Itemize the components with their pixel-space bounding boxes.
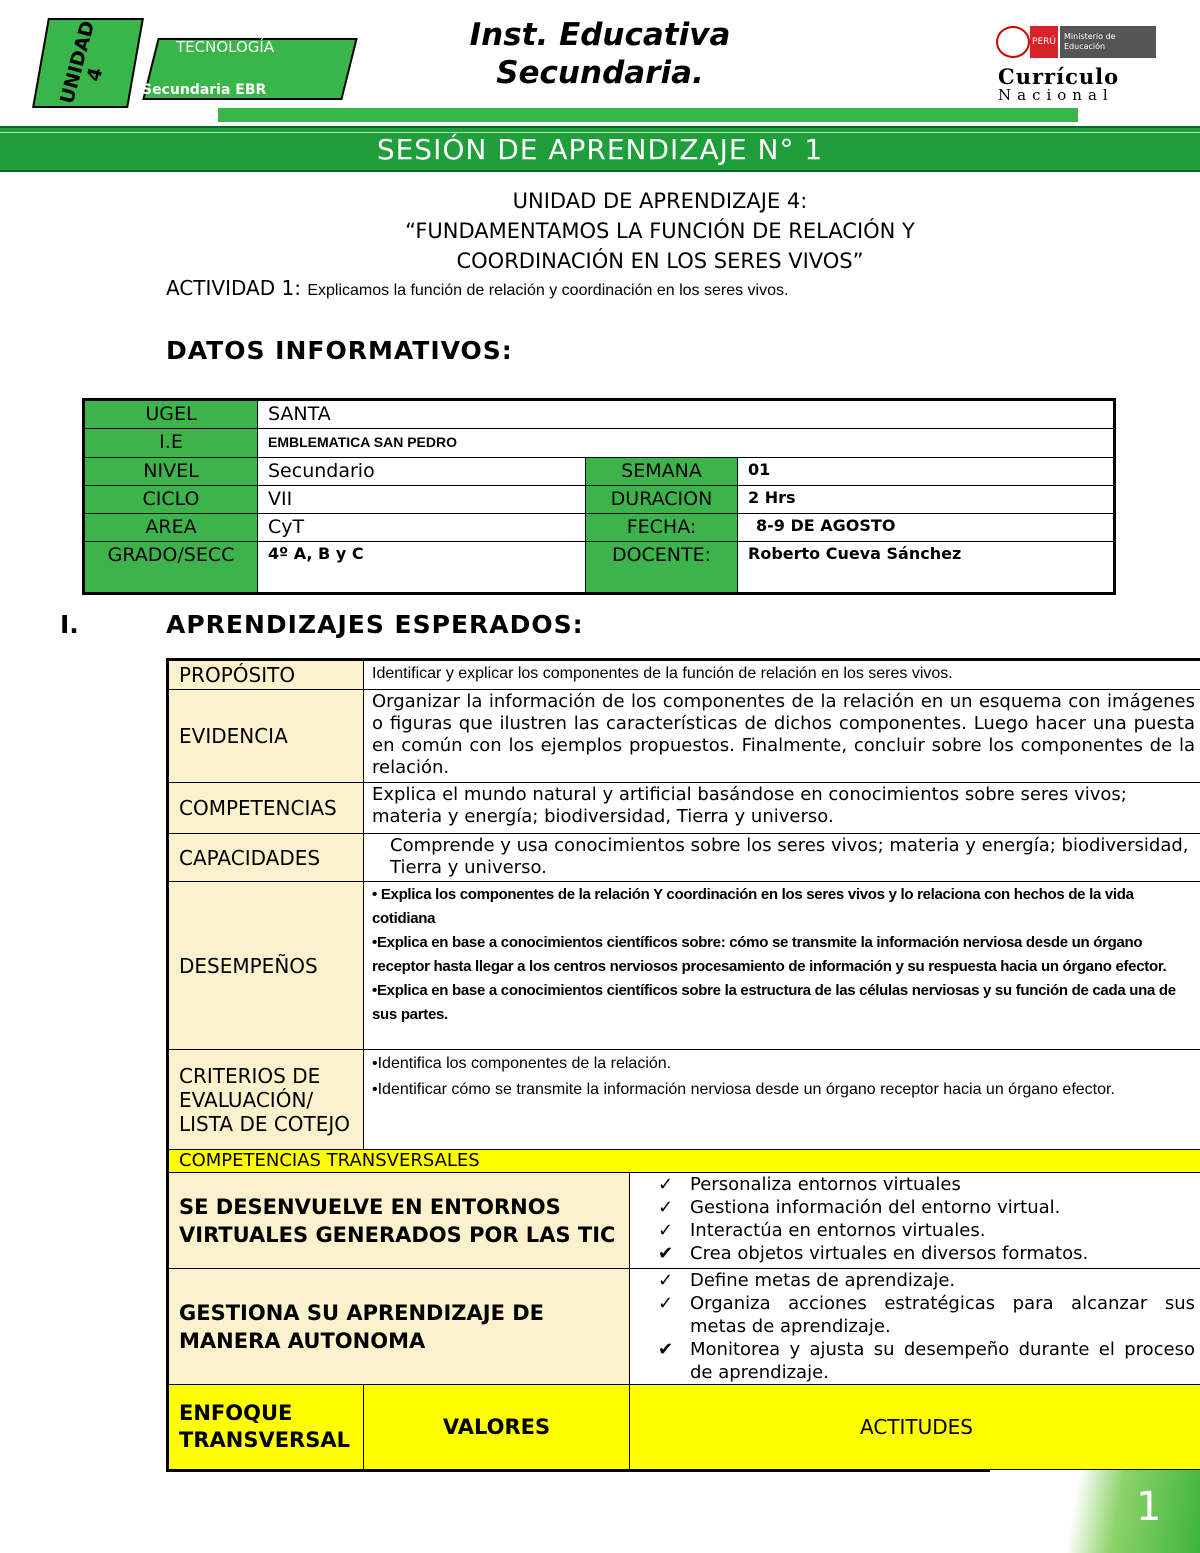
table-row [168, 882, 1200, 1050]
table-row [168, 660, 1200, 690]
unit-title-line3: COORDINACIÓN EN LOS SERES VIVOS” [456, 249, 864, 273]
fecha-value: 8-9 DE AGOSTO [738, 514, 1115, 542]
semana-value: 01 [738, 458, 1115, 486]
table-row [84, 514, 1115, 542]
table-row [84, 429, 1115, 458]
table-row [168, 1385, 1200, 1471]
docente-value: Roberto Cueva Sánchez [738, 542, 1115, 594]
unit-title-line1: UNIDAD DE APRENDIZAJE 4: [512, 189, 808, 213]
desempeno-item: •Explica en base a conocimientos científicos sobre la estructura de las células nerviosas y su función de cada una de sus partes. [372, 982, 1176, 1023]
checklist-item: ✔ Monitorea y ajusta su desempeño durante el proceso de aprendizaje. [658, 1338, 1195, 1384]
criterio-item: •Identifica los componentes de la relación. [372, 1055, 672, 1072]
fecha-label: FECHA: [586, 514, 738, 542]
criterios-label: CRITERIOS DE EVALUACIÓN/ LISTA DE COTEJO [168, 1050, 364, 1150]
unidad-badge [32, 18, 144, 108]
area-label: AREA [84, 514, 258, 542]
table-row [84, 458, 1115, 486]
tic-competence-items [630, 1173, 1200, 1269]
competencias-label: COMPETENCIAS [168, 783, 364, 834]
unit-title-line2: “FUNDAMENTAMOS LA FUNCIÓN DE RELACIÓN Y [405, 219, 915, 243]
duracion-label: DURACION [586, 486, 738, 514]
capacidades-value: Comprende y usa conocimientos sobre los seres vivos; materia y energía; biodiversidad, Tierra y universo. [364, 834, 1200, 882]
ugel-label: UGEL [84, 400, 258, 429]
page-corner-decoration [990, 1470, 1200, 1553]
desempeno-item: •Explica en base a conocimientos científicos sobre: cómo se transmite la información nerviosa desde un órgano receptor hasta llegar a los centros nerviosos procesamiento de información y su respuesta hacia un órgano efector. [372, 934, 1167, 975]
proposito-label: PROPÓSITO [168, 660, 364, 690]
criterio-item: •Identificar cómo se transmite la información nerviosa desde un órgano receptor hacia un órgano efector. [372, 1081, 1115, 1098]
datos-informativos-table [82, 398, 1116, 595]
activity-line [166, 276, 1166, 300]
ie-value: EMBLEMATICA SAN PEDRO [258, 429, 1115, 458]
checklist-item: ✓ Interactúa en entornos virtuales. [658, 1219, 1195, 1242]
competencias-value: Explica el mundo natural y artificial basándose en conocimientos sobre seres vivos; materia y energía; biodiversidad, Tierra y universo. [364, 783, 1200, 834]
datos-informativos-heading: DATOS INFORMATIVOS: [166, 336, 513, 365]
competencias-transversales-label: COMPETENCIAS TRANSVERSALES [168, 1150, 1200, 1173]
desempenos-label: DESEMPEÑOS [168, 882, 364, 1050]
autonoma-competence-label: GESTIONA SU APRENDIZAJE DE MANERA AUTONOMA [168, 1269, 630, 1385]
valores-header: VALORES [364, 1385, 630, 1471]
area-value: CyT [258, 514, 586, 542]
actitudes-header: ACTITUDES [630, 1385, 1200, 1471]
capacidades-label: CAPACIDADES [168, 834, 364, 882]
table-row [168, 1150, 1200, 1173]
nivel-value: Secundario [258, 458, 586, 486]
table-row [168, 690, 1200, 783]
checklist-item: ✓ Organiza acciones estratégicas para alcanzar sus metas de aprendizaje. [658, 1292, 1195, 1338]
table-row [84, 542, 1115, 594]
institution-title [400, 16, 800, 92]
criterios-value [364, 1050, 1200, 1150]
ciclo-value: VII [258, 486, 586, 514]
aprendizajes-table [166, 658, 1200, 1472]
section-number: I. [60, 610, 79, 639]
ministry-label: Ministerio de Educación [1060, 26, 1156, 58]
curriculo-nacional-logo [996, 24, 1158, 106]
grado-label: GRADO/SECC [84, 542, 258, 594]
area-badge-text: ÁREA CIENCIA Y TECNOLOGÍA [176, 20, 296, 56]
unidad-badge-text: UNIDAD 4 [56, 18, 108, 107]
tic-competence-label: SE DESENVUELVE EN ENTORNOS VIRTUALES GENERADOS POR LAS TIC [168, 1173, 630, 1269]
autonoma-competence-items [630, 1269, 1200, 1385]
activity-label: ACTIVIDAD 1: [166, 276, 301, 300]
duracion-value: 2 Hrs [738, 486, 1115, 514]
header-green-stripe [218, 108, 1078, 122]
peru-label: PERÚ [1030, 26, 1058, 58]
ugel-value: SANTA [258, 400, 1115, 429]
table-row [84, 400, 1115, 429]
semana-label: SEMANA [586, 458, 738, 486]
table-row [168, 1050, 1200, 1150]
evidencia-value: Organizar la información de los componentes de la relación en un esquema con imágenes o figuras que ilustren las características de dichos componentes. Luego hacer una puesta en común con los ejemplos propuestos. Finalmente, concluir sobre los componentes de la relación. [364, 690, 1200, 783]
unit-title [300, 186, 1020, 276]
shield-icon [996, 26, 1030, 58]
ciclo-label: CICLO [84, 486, 258, 514]
table-row [168, 1173, 1200, 1269]
activity-description: Explicamos la función de relación y coordinación en los seres vivos. [307, 282, 789, 299]
session-title: SESIÓN DE APRENDIZAJE N° 1 [376, 133, 824, 166]
table-row [168, 1269, 1200, 1385]
checklist-item: ✓ Define metas de aprendizaje. [658, 1269, 1195, 1292]
area-badge-subtext: Secundaria EBR [142, 82, 267, 98]
aprendizajes-heading: APRENDIZAJES ESPERADOS: [166, 610, 584, 639]
nivel-label: NIVEL [84, 458, 258, 486]
desempeno-item: • Explica los componentes de la relación Y coordinación en los seres vivos y lo relaciona con hechos de la vida cotidiana [372, 886, 1134, 927]
proposito-value: Identificar y explicar los componentes de la función de relación en los seres vivos. [364, 660, 1200, 690]
curriculo-word: Currículo [998, 64, 1120, 89]
evidencia-label: EVIDENCIA [168, 690, 364, 783]
ie-label: I.E [84, 429, 258, 458]
page-number: 1 [1136, 1484, 1162, 1530]
table-row [168, 834, 1200, 882]
grado-value: 4º A, B y C [258, 542, 586, 594]
checklist-item: ✓ Gestiona información del entorno virtual. [658, 1196, 1195, 1219]
enfoque-transversal-header: ENFOQUE TRANSVERSAL [168, 1385, 364, 1471]
institution-line1: Inst. Educativa [469, 17, 731, 53]
table-row [84, 486, 1115, 514]
desempenos-value [364, 882, 1200, 1050]
docente-label: DOCENTE: [586, 542, 738, 594]
checklist-item: ✔ Crea objetos virtuales en diversos formatos. [658, 1242, 1195, 1265]
checklist-item: ✓ Personaliza entornos virtuales [658, 1173, 1195, 1196]
nacional-word: Nacional [998, 86, 1114, 104]
institution-line2: Secundaria. [496, 55, 704, 91]
table-row [168, 783, 1200, 834]
